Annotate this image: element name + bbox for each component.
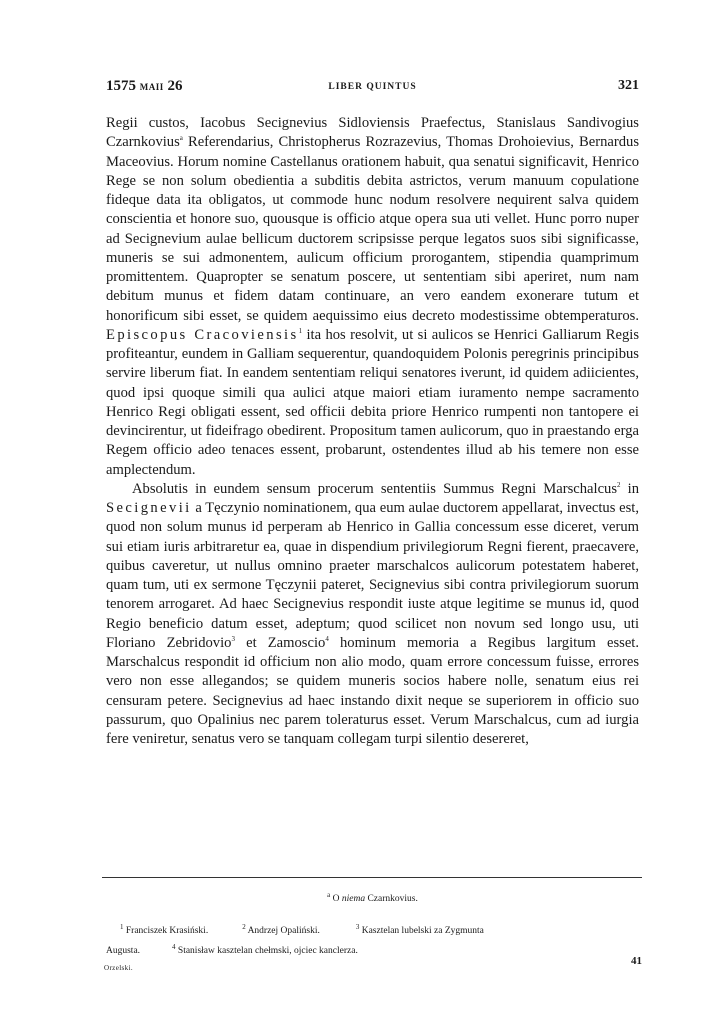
- paragraph-2: [106, 480, 639, 750]
- footnote-line: [106, 921, 646, 941]
- textual-note: [106, 890, 639, 904]
- header-day: 26: [167, 78, 183, 94]
- spaced-name: Secignevii: [106, 500, 192, 516]
- footnote-number: 1: [120, 922, 124, 931]
- footnote-3: Kasztelan lubelski za Zygmunta: [361, 926, 484, 936]
- running-header: [106, 78, 639, 98]
- footnote-number: 4: [172, 942, 176, 951]
- note-marker: a: [327, 890, 331, 899]
- printer-city: Orzelski.: [104, 964, 134, 972]
- text-run: in: [620, 480, 640, 497]
- header-year: 1575: [106, 78, 136, 94]
- note-text: O: [332, 894, 340, 904]
- footnote-number: 3: [355, 922, 360, 931]
- footnote-marker: 3: [231, 634, 235, 643]
- page-number: 321: [618, 78, 639, 93]
- signature-mark: 41: [631, 955, 642, 967]
- footnote-marker: 2: [617, 480, 621, 489]
- text-run: et Zamoscio: [234, 634, 326, 651]
- header-month: MAII: [139, 82, 164, 92]
- paragraph-1: [106, 114, 639, 480]
- footnote-marker: 4: [325, 634, 329, 643]
- footnote-number: 2: [242, 922, 246, 931]
- footnote-1: Franciszek Krasiński.: [125, 926, 209, 936]
- text-run: a Tęczynio nominationem, qua eum aulae ductorem appellarat, invectus est, quod non solum munus id perperam ab Henrico in Gallia concessum esse diceret, verum sui etiam iuris arbitraretur ea, quae in dispendium privilegiorum Regni fierent, praecavere, quibus caveretur, ut nullus omnino praeter marschalcos aulicorum potestatem haberet, quam tum, uti ex sermone Tęczynii pateret, Secignevius sibi contra privilegiorum suorum tenorem arrogaret. Ad haec Secignevius respondit iuste atque legitime se munus id, quod Regio beneficio datum esset, adeptum; quod scilicet non novum sed longo usu, uti Floriano Zebridovio: [106, 500, 639, 651]
- footnote-marker: 1: [298, 326, 303, 335]
- header-title: LIBER QUINTUS: [328, 82, 417, 92]
- footnote-3-continued: Augusta.: [106, 946, 141, 956]
- footnote-line: [106, 941, 646, 961]
- spaced-name: Episcopus Cracoviensis: [106, 326, 299, 343]
- text-run: Referendarius, Christopherus Rozrazevius, Thomas Drohoievius, Bernardus Maceovius. Horum nomine Castellanus orationem habuit, qua senatui significavit, Henrico Rege se non solum obedientia a subditis debita astrictos, verum manuum copulatione fideque data ita obligatos, ut commode hunc nodum resolvere nequirent salva quidem conscientia et honore suo, quousque is officio atque opera sua uti vellet. Hunc porro nuper ad Secignevium aulae bellicum ductorem scripsisse perque legatos suos sibi significasse, muneris se sui admonentem, aulicum officium prorogantem, stipendia quamprimum promittentem. Quapropter se senatum poscere, ut sententiam sibi aperiret, num nam debitum munus et fidem datam continuare, an vero eandem exonerare tutum et honorificum sibi esset, se quidem aequissimo eius decreto modestissime obtemperaturos.: [106, 134, 639, 324]
- main-text: [106, 114, 639, 749]
- text-run: Regii custos, Iacobus Secignevius Sidloviensis Praefectus, Stanislaus Sandivogius Czarnkovius: [106, 115, 639, 151]
- note-text: Czarnkovius.: [367, 894, 418, 904]
- text-run: hominum memoria a Regibus largitum esset. Marschalcus respondit id officium non alio modo, quam errore concessum fuisse, errores vero non esse allegandos; se quidem muneris socios habere nolle, senatum eius rei censuram petere. Secignevius ad haec instando dixit neque se superiorem in officio suo passurum, quo Opalinius nec parem toleraturus esset. Verum Marschalcus, cum ad iurgia fere veniretur, senatus vero se tanquam collegam turpi silentio desereret,: [106, 634, 640, 747]
- footnote-4: Stanisław kasztelan chełmski, ojciec kanclerza.: [177, 946, 358, 956]
- footnote-divider: [102, 877, 642, 878]
- note-italic: niema: [341, 894, 366, 904]
- footnote-2: Andrzej Opaliński.: [247, 926, 320, 936]
- text-run: Absolutis in eundem sensum procerum sententiis Summus Regni Marschalcus: [132, 480, 618, 497]
- text-run: ita hos resolvit, ut si aulicos se Henrici Galliarum Regis profiteantur, eundem in Galliam sequerentur, quandoquidem Polonis peregrinis principibus servire liberum fiat. In eandem sententiam reliqui senatores iverunt, id quidem adiicientes, quod ipsi quoque simili qua aulici atque maiori etiam iuramento nempe sacramento Henrico Regi obligati essent, sed officii debita priore Henrico rumpenti non tantopere ei devincirentur, ut fideifrago obedirent. Propositum tamen aulicorum, quo in praestando erga Regem officio adeo tenaces essent, probarunt, ostendentes illud ab his temere non esse amplectendum.: [106, 326, 640, 478]
- footnotes: [106, 921, 646, 961]
- footnote-marker: a: [179, 134, 183, 143]
